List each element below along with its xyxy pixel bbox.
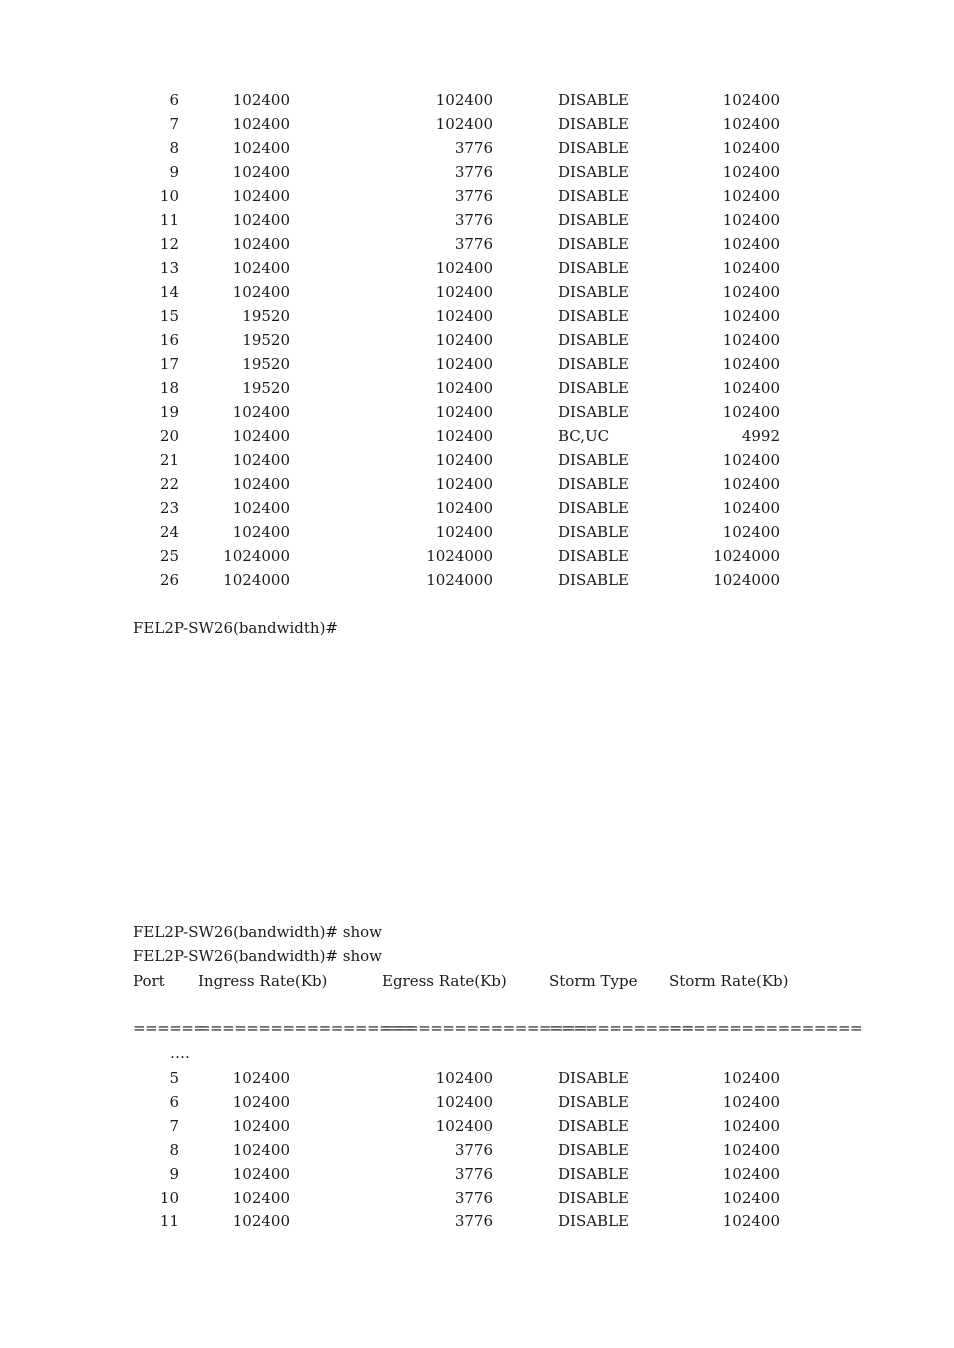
storm-type-cell: DISABLE xyxy=(558,379,629,397)
egress-rate-cell: 102400 xyxy=(435,115,493,133)
table-row xyxy=(0,1211,954,1231)
cli-command-show: FEL2P-SW26(bandwidth)# show xyxy=(133,923,382,941)
storm-rate-cell: 102400 xyxy=(722,379,780,397)
table-row xyxy=(0,354,954,374)
table-row xyxy=(0,570,954,590)
egress-rate-cell: 102400 xyxy=(435,451,493,469)
egress-rate-cell: 102400 xyxy=(435,307,493,325)
port-cell: 11 xyxy=(159,1212,179,1231)
table-row xyxy=(0,1068,954,1088)
ingress-rate-cell: 19520 xyxy=(242,379,290,397)
port-cell: 23 xyxy=(159,499,179,517)
port-cell: 17 xyxy=(159,355,179,373)
header-storm-rate: Storm Rate(Kb) xyxy=(669,972,789,990)
port-cell: 25 xyxy=(159,547,179,565)
storm-rate-cell: 102400 xyxy=(722,1092,780,1111)
egress-rate-cell: 102400 xyxy=(435,499,493,517)
storm-rate-cell: 102400 xyxy=(722,1164,780,1183)
port-cell: 21 xyxy=(159,451,179,469)
egress-rate-cell: 102400 xyxy=(435,379,493,397)
storm-type-cell: BC,UC xyxy=(558,427,610,445)
port-cell: 19 xyxy=(159,403,179,421)
ingress-rate-cell: 102400 xyxy=(232,91,290,109)
storm-rate-cell: 102400 xyxy=(722,403,780,421)
egress-rate-cell: 102400 xyxy=(435,475,493,493)
port-cell: 14 xyxy=(159,283,179,301)
egress-rate-cell: 102400 xyxy=(435,1092,493,1111)
separator: ============ xyxy=(549,1019,694,1037)
storm-type-cell: DISABLE xyxy=(558,1116,629,1135)
storm-rate-cell: 102400 xyxy=(722,331,780,349)
egress-rate-cell: 102400 xyxy=(435,283,493,301)
storm-type-cell: DISABLE xyxy=(558,1092,629,1111)
storm-rate-cell: 102400 xyxy=(722,1069,780,1087)
port-cell: 5 xyxy=(169,1069,179,1087)
port-cell: 10 xyxy=(159,1188,179,1207)
egress-rate-cell: 102400 xyxy=(435,1116,493,1135)
storm-rate-cell: 102400 xyxy=(722,499,780,517)
storm-type-cell: DISABLE xyxy=(558,187,629,205)
storm-type-cell: DISABLE xyxy=(558,91,629,109)
storm-rate-cell: 102400 xyxy=(722,235,780,253)
storm-rate-cell: 102400 xyxy=(722,523,780,541)
ingress-rate-cell: 102400 xyxy=(232,1188,290,1207)
table-row xyxy=(0,234,954,254)
table-row xyxy=(0,90,954,110)
storm-rate-cell: 102400 xyxy=(722,115,780,133)
storm-type-cell: DISABLE xyxy=(558,211,629,229)
storm-rate-cell: 1024000 xyxy=(713,571,780,589)
table-row xyxy=(0,138,954,158)
egress-rate-cell: 3776 xyxy=(454,1140,493,1159)
storm-type-cell: DISABLE xyxy=(558,355,629,373)
port-cell: 8 xyxy=(169,139,179,157)
storm-type-cell: DISABLE xyxy=(558,523,629,541)
egress-rate-cell: 3776 xyxy=(454,187,493,205)
egress-rate-cell: 3776 xyxy=(454,211,493,229)
egress-rate-cell: 102400 xyxy=(435,427,493,445)
table-row xyxy=(0,546,954,566)
separator: ================ xyxy=(669,1019,863,1037)
ingress-rate-cell: 102400 xyxy=(232,139,290,157)
egress-rate-cell: 3776 xyxy=(454,163,493,181)
storm-type-cell: DISABLE xyxy=(558,1212,629,1231)
egress-rate-cell: 1024000 xyxy=(426,571,493,589)
ingress-rate-cell: 102400 xyxy=(232,187,290,205)
ellipsis-marker: …. xyxy=(170,1044,190,1062)
port-cell: 24 xyxy=(159,523,179,541)
ingress-rate-cell: 102400 xyxy=(232,427,290,445)
table-row xyxy=(0,1116,954,1136)
separator: ================== xyxy=(198,1019,416,1037)
table-row xyxy=(0,1164,954,1184)
header-storm-type: Storm Type xyxy=(549,972,638,990)
egress-rate-cell: 102400 xyxy=(435,91,493,109)
port-cell: 15 xyxy=(159,307,179,325)
egress-rate-cell: 102400 xyxy=(435,523,493,541)
port-cell: 7 xyxy=(169,1116,179,1135)
storm-type-cell: DISABLE xyxy=(558,139,629,157)
ingress-rate-cell: 1024000 xyxy=(223,571,290,589)
port-cell: 18 xyxy=(159,379,179,397)
storm-rate-cell: 102400 xyxy=(722,283,780,301)
storm-rate-cell: 102400 xyxy=(722,307,780,325)
ingress-rate-cell: 102400 xyxy=(232,1212,290,1231)
port-cell: 9 xyxy=(169,163,179,181)
storm-type-cell: DISABLE xyxy=(558,331,629,349)
table-row xyxy=(0,258,954,278)
storm-type-cell: DISABLE xyxy=(558,307,629,325)
ingress-rate-cell: 102400 xyxy=(232,499,290,517)
ingress-rate-cell: 19520 xyxy=(242,355,290,373)
storm-rate-cell: 102400 xyxy=(722,1140,780,1159)
table-row xyxy=(0,186,954,206)
egress-rate-cell: 3776 xyxy=(454,139,493,157)
ingress-rate-cell: 102400 xyxy=(232,1092,290,1111)
ingress-rate-cell: 102400 xyxy=(232,451,290,469)
port-cell: 8 xyxy=(169,1140,179,1159)
table-row xyxy=(0,378,954,398)
storm-rate-cell: 102400 xyxy=(722,1188,780,1207)
storm-rate-cell: 102400 xyxy=(722,1116,780,1135)
ingress-rate-cell: 102400 xyxy=(232,259,290,277)
storm-rate-cell: 102400 xyxy=(722,475,780,493)
port-cell: 10 xyxy=(159,187,179,205)
storm-type-cell: DISABLE xyxy=(558,259,629,277)
table-row xyxy=(0,498,954,518)
table-row xyxy=(0,1140,954,1160)
ingress-rate-cell: 102400 xyxy=(232,235,290,253)
storm-rate-cell: 1024000 xyxy=(713,547,780,565)
storm-type-cell: DISABLE xyxy=(558,235,629,253)
storm-rate-cell: 4992 xyxy=(741,427,780,445)
ingress-rate-cell: 102400 xyxy=(232,211,290,229)
port-cell: 6 xyxy=(169,1092,179,1111)
ingress-rate-cell: 1024000 xyxy=(223,547,290,565)
ingress-rate-cell: 102400 xyxy=(232,115,290,133)
port-cell: 16 xyxy=(159,331,179,349)
storm-type-cell: DISABLE xyxy=(558,1188,629,1207)
egress-rate-cell: 3776 xyxy=(454,235,493,253)
ingress-rate-cell: 102400 xyxy=(232,1116,290,1135)
table-row xyxy=(0,162,954,182)
storm-type-cell: DISABLE xyxy=(558,115,629,133)
storm-type-cell: DISABLE xyxy=(558,1140,629,1159)
table-row xyxy=(0,402,954,422)
separator: ================= xyxy=(382,1019,588,1037)
port-cell: 9 xyxy=(169,1164,179,1183)
ingress-rate-cell: 102400 xyxy=(232,163,290,181)
port-cell: 22 xyxy=(159,475,179,493)
storm-rate-cell: 102400 xyxy=(722,259,780,277)
port-cell: 7 xyxy=(169,115,179,133)
table-row xyxy=(0,210,954,230)
storm-type-cell: DISABLE xyxy=(558,1069,629,1087)
ingress-rate-cell: 102400 xyxy=(232,475,290,493)
egress-rate-cell: 3776 xyxy=(454,1212,493,1231)
table-separator-row xyxy=(0,1018,954,1038)
port-cell: 26 xyxy=(159,571,179,589)
storm-type-cell: DISABLE xyxy=(558,1164,629,1183)
storm-rate-cell: 102400 xyxy=(722,355,780,373)
storm-type-cell: DISABLE xyxy=(558,475,629,493)
storm-rate-cell: 102400 xyxy=(722,163,780,181)
storm-type-cell: DISABLE xyxy=(558,451,629,469)
storm-type-cell: DISABLE xyxy=(558,571,629,589)
table-row xyxy=(0,306,954,326)
storm-type-cell: DISABLE xyxy=(558,499,629,517)
table-row xyxy=(0,450,954,470)
ingress-rate-cell: 102400 xyxy=(232,1140,290,1159)
port-cell: 13 xyxy=(159,259,179,277)
cli-prompt: FEL2P-SW26(bandwidth)# xyxy=(133,619,338,637)
port-cell: 12 xyxy=(159,235,179,253)
storm-rate-cell: 102400 xyxy=(722,211,780,229)
egress-rate-cell: 102400 xyxy=(435,1069,493,1087)
storm-rate-cell: 102400 xyxy=(722,451,780,469)
table-header-row xyxy=(0,971,954,991)
storm-rate-cell: 102400 xyxy=(722,91,780,109)
table-row xyxy=(0,114,954,134)
egress-rate-cell: 3776 xyxy=(454,1164,493,1183)
header-egress-rate: Egress Rate(Kb) xyxy=(382,972,507,990)
ingress-rate-cell: 19520 xyxy=(242,331,290,349)
table-row xyxy=(0,330,954,350)
ingress-rate-cell: 102400 xyxy=(232,523,290,541)
storm-rate-cell: 102400 xyxy=(722,187,780,205)
table-row xyxy=(0,1092,954,1112)
header-ingress-rate: Ingress Rate(Kb) xyxy=(198,972,328,990)
egress-rate-cell: 102400 xyxy=(435,331,493,349)
storm-type-cell: DISABLE xyxy=(558,403,629,421)
storm-type-cell: DISABLE xyxy=(558,163,629,181)
egress-rate-cell: 102400 xyxy=(435,403,493,421)
storm-type-cell: DISABLE xyxy=(558,283,629,301)
table-row xyxy=(0,426,954,446)
port-cell: 11 xyxy=(159,211,179,229)
table-row xyxy=(0,1188,954,1208)
egress-rate-cell: 1024000 xyxy=(426,547,493,565)
separator: ====== xyxy=(133,1019,206,1037)
egress-rate-cell: 102400 xyxy=(435,259,493,277)
table-row xyxy=(0,522,954,542)
cli-command-show: FEL2P-SW26(bandwidth)# show xyxy=(133,947,382,965)
ingress-rate-cell: 102400 xyxy=(232,283,290,301)
port-cell: 20 xyxy=(159,427,179,445)
egress-rate-cell: 3776 xyxy=(454,1188,493,1207)
table-row xyxy=(0,282,954,302)
storm-type-cell: DISABLE xyxy=(558,547,629,565)
storm-rate-cell: 102400 xyxy=(722,1212,780,1231)
ingress-rate-cell: 19520 xyxy=(242,307,290,325)
table-row xyxy=(0,474,954,494)
ingress-rate-cell: 102400 xyxy=(232,1069,290,1087)
port-cell: 6 xyxy=(169,91,179,109)
egress-rate-cell: 102400 xyxy=(435,355,493,373)
storm-rate-cell: 102400 xyxy=(722,139,780,157)
ingress-rate-cell: 102400 xyxy=(232,1164,290,1183)
header-port: Port xyxy=(133,972,165,990)
ingress-rate-cell: 102400 xyxy=(232,403,290,421)
